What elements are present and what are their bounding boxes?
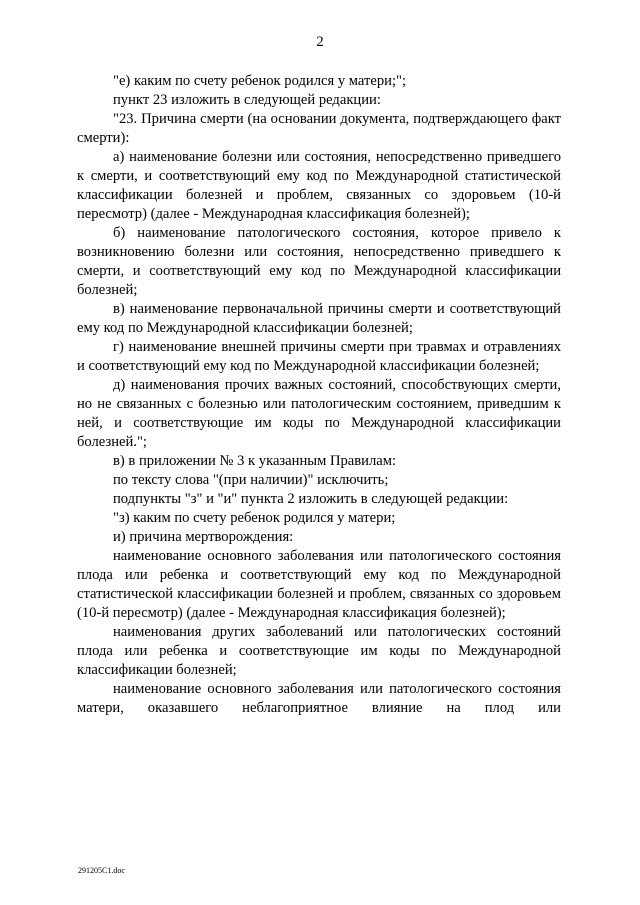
document-body <box>77 72 561 718</box>
page-number: 2 <box>316 34 324 50</box>
paragraph: наименования других заболеваний или патологических состояний плода или ребенка и соответствующие им коды по Международной классификации болезней; <box>77 624 561 678</box>
paragraph: наименование основного заболевания или патологического состояния плода или ребенка и соответствующий ему код по Международной статистической классификации болезней и проблем, связанных со здоровьем (10-й пересмотр) (далее - Международная классификация болезней); <box>77 548 561 621</box>
footer-file-code: 291205C1.doc <box>78 866 125 875</box>
paragraph: в) наименование первоначальной причины смерти и соответствующий ему код по Международной классификации болезней; <box>77 301 561 336</box>
paragraph: "23. Причина смерти (на основании документа, подтверждающего факт смерти): <box>77 111 561 146</box>
paragraph: и) причина мертворождения: <box>113 529 294 545</box>
paragraph: по тексту слова "(при наличии)" исключить; <box>113 472 389 488</box>
paragraph: "е) каким по счету ребенок родился у матери;"; <box>113 73 407 89</box>
paragraph: подпункты "з" и "и" пункта 2 изложить в следующей редакции: <box>113 491 509 507</box>
paragraph: д) наименования прочих важных состояний, способствующих смерти, но не связанных с болезнью или патологическим состоянием, приведшим к ней, и соответствующие им коды по Международной классификации болезней."; <box>77 377 561 450</box>
paragraph: б) наименование патологического состояния, которое привело к возникновению болезни или состояния, непосредственно приведшего к смерти, и соответствующий ему код по Международной классификации болезней; <box>77 225 561 298</box>
paragraph: пункт 23 изложить в следующей редакции: <box>113 92 381 108</box>
paragraph: в) в приложении № 3 к указанным Правилам: <box>113 453 397 469</box>
paragraph: наименование основного заболевания или патологического состояния матери, оказавшего неблагоприятное влияние на плод или <box>77 681 561 716</box>
paragraph: а) наименование болезни или состояния, непосредственно приведшего к смерти, и соответствующий ему код по Международной статистической классификации болезней и проблем, связанных со здоровьем (10-й пересмотр) (далее - Международная классификация болезней); <box>77 149 561 222</box>
paragraph: "з) каким по счету ребенок родился у матери; <box>113 510 396 526</box>
paragraph: г) наименование внешней причины смерти при травмах и отравлениях и соответствующий ему код по Международной классификации болезней; <box>77 339 561 374</box>
